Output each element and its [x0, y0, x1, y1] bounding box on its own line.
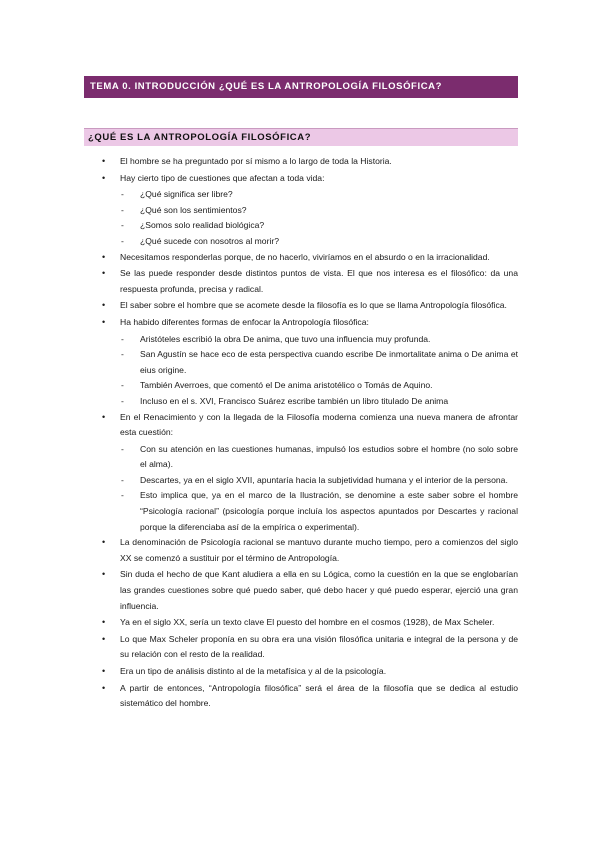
bullet-text: Era un tipo de análisis distinto al de la metafísica y al de la psicología.	[120, 666, 387, 676]
bullet-item	[84, 298, 518, 314]
sub-item-text: Descartes, ya en el siglo XVII, apuntaría hacia la subjetividad humana y el interior de la persona.	[140, 474, 508, 485]
bullet-text: Ya en el siglo XX, sería un texto clave El puesto del hombre en el cosmos (1928), de Max Scheler.	[120, 617, 495, 628]
bullet-dot-icon: •	[102, 666, 106, 676]
bullet-item	[84, 681, 518, 712]
dash-icon: -	[121, 395, 124, 406]
sub-item-text: ¿Qué son los sentimientos?	[140, 204, 247, 215]
sub-item	[84, 488, 518, 535]
sub-item-text: Aristóteles escribió la obra De anima, que tuvo una influencia muy profunda.	[140, 333, 431, 344]
document-title: TEMA 0. INTRODUCCIÓN ¿QUÉ ES LA ANTROPOLOGÍA FILOSÓFICA?	[84, 76, 518, 98]
bullet-dot-icon: •	[102, 617, 106, 628]
sub-item	[84, 187, 518, 203]
section-heading: ¿QUÉ ES LA ANTROPOLOGÍA FILOSÓFICA?	[84, 128, 518, 146]
dash-icon: -	[121, 490, 124, 501]
bullet-text: El saber sobre el hombre que se acomete desde la filosofía es lo que se llama Antropología filosófica.	[120, 300, 507, 311]
dash-icon: -	[121, 349, 124, 360]
dash-icon: -	[121, 443, 124, 454]
dash-icon: -	[121, 235, 124, 246]
sub-item	[84, 473, 518, 489]
bullet-item	[84, 410, 518, 441]
sub-item	[84, 218, 518, 234]
bullet-item	[84, 664, 518, 680]
bullet-item	[84, 632, 518, 663]
bullet-item	[84, 250, 518, 266]
dash-icon: -	[121, 474, 124, 485]
bullet-text: La denominación de Psicología racional se mantuvo durante mucho tiempo, pero a comienzos del siglo XX se comenzó a sustituir por el término de Antropología.	[120, 537, 518, 563]
sub-item	[84, 442, 518, 473]
bullet-text: Necesitamos responderlas porque, de no hacerlo, viviríamos en el absurdo o en la irracionalidad.	[120, 251, 490, 262]
bullet-dot-icon: •	[102, 682, 106, 693]
bullet-text: Se las puede responder desde distintos puntos de vista. El que nos interesa es el filosófico: da una respuesta profunda, precisa y radical.	[120, 268, 518, 294]
sub-item	[84, 394, 518, 410]
bullet-text: Hay cierto tipo de cuestiones que afectan a toda vida:	[120, 172, 325, 183]
bullet-dot-icon: •	[102, 316, 106, 327]
bullet-dot-icon: •	[102, 251, 106, 262]
sub-item	[84, 234, 518, 250]
bullet-item	[84, 171, 518, 187]
bullet-item	[84, 154, 518, 170]
bullet-item	[84, 567, 518, 614]
bullet-dot-icon: •	[102, 411, 106, 422]
dash-icon: -	[121, 380, 124, 391]
sub-item-text: Con su atención en las cuestiones humanas, impulsó los estudios sobre el hombre (no solo sobre el alma).	[140, 443, 518, 470]
dash-icon: -	[121, 204, 124, 215]
bullet-dot-icon: •	[102, 569, 106, 580]
sub-item-text: ¿Somos solo realidad biológica?	[140, 220, 265, 231]
bullet-dot-icon: •	[102, 633, 106, 644]
sub-item-text: ¿Qué sucede con nosotros al morir?	[140, 235, 279, 246]
sub-item-text: Incluso en el s. XVI, Francisco Suárez escribe también un libro titulado De anima	[140, 395, 449, 406]
sub-item-text: ¿Qué significa ser libre?	[140, 189, 233, 200]
sub-item	[84, 347, 518, 378]
sub-item	[84, 203, 518, 219]
bullet-text: A partir de entonces, “Antropología filosófica” será el área de la filosofía que se dedica al estudio sistemático del hombre.	[120, 682, 518, 709]
bullet-item	[84, 615, 518, 631]
bullet-list	[84, 154, 518, 713]
bullet-dot-icon: •	[102, 172, 106, 183]
bullet-item	[84, 315, 518, 331]
bullet-dot-icon: •	[102, 268, 106, 279]
dash-icon: -	[121, 189, 124, 200]
bullet-text: El hombre se ha preguntado por sí mismo a lo largo de toda la Historia.	[120, 156, 392, 166]
bullet-text: Sin duda el hecho de que Kant aludiera a ella en su Lógica, como la cuestión en la que se englobarían las grandes cuestiones sobre qué puedo saber, qué debo hacer y qué puedo esperar, ejerció una gran influencia.	[120, 569, 518, 611]
sub-item-text: Esto implica que, ya en el marco de la Ilustración, se denomine a este saber sobre el hombre “Psicología racional” (psicología porque incluía los aspectos apuntados por Descartes y racional porque la diferenciaba así de la empírica o experimental).	[140, 490, 518, 532]
sub-item	[84, 378, 518, 394]
bullet-text: Ha habido diferentes formas de enfocar la Antropología filosófica:	[120, 316, 369, 327]
bullet-item	[84, 266, 518, 297]
bullet-item	[84, 535, 518, 566]
bullet-text: Lo que Max Scheler proponía en su obra era una visión filosófica unitaria e integral de la persona y de su relación con el resto de la realidad.	[120, 633, 518, 660]
bullet-dot-icon: •	[102, 156, 106, 166]
dash-icon: -	[121, 220, 124, 231]
sub-item-text: También Averroes, que comentó el De anima aristotélico o Tomás de Aquino.	[140, 380, 433, 391]
bullet-text: En el Renacimiento y con la llegada de la Filosofía moderna comienza una nueva manera de afrontar esta cuestión:	[120, 411, 518, 438]
bullet-dot-icon: •	[102, 537, 106, 548]
bullet-dot-icon: •	[102, 300, 106, 311]
sub-item	[84, 332, 518, 348]
dash-icon: -	[121, 333, 124, 344]
sub-item-text: San Agustín se hace eco de esta perspectiva cuando escribe De inmortalitate anima o De anima et eius origine.	[140, 349, 518, 375]
